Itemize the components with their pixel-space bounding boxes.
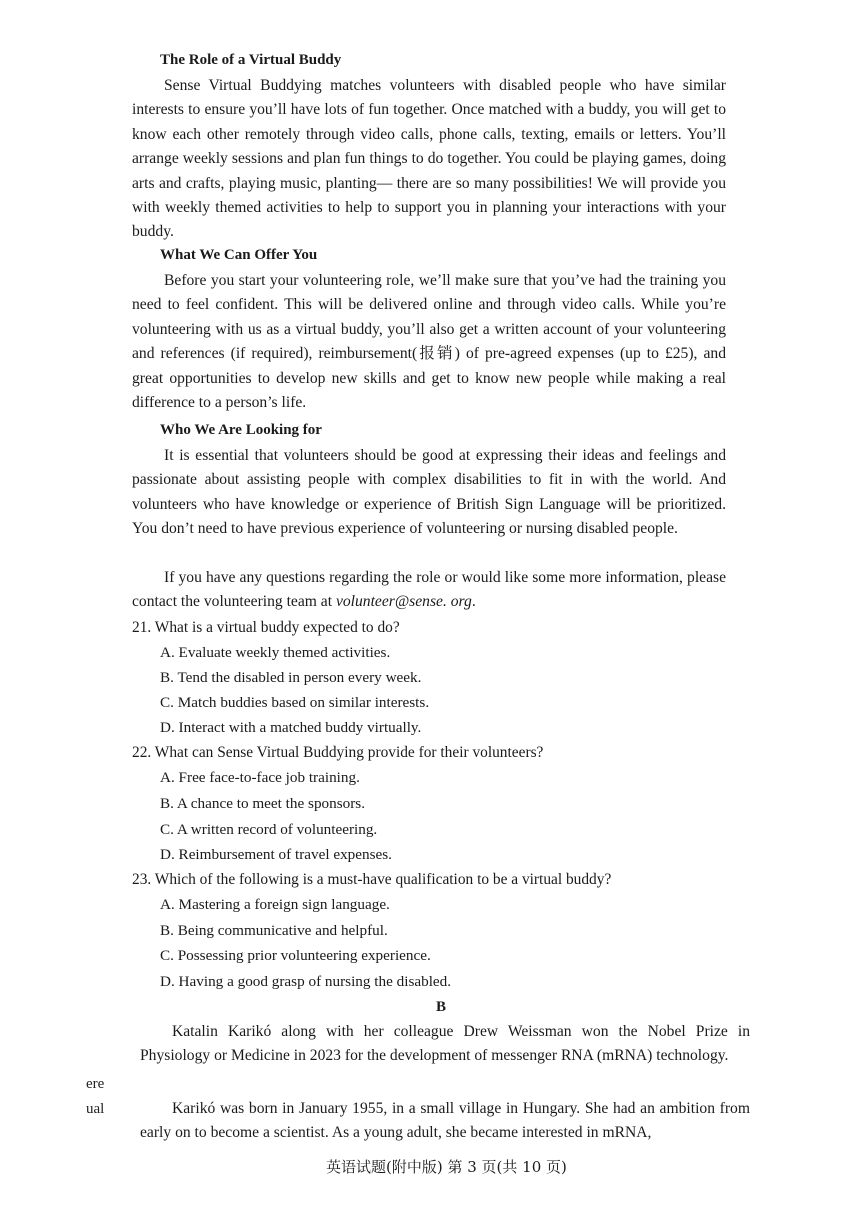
paragraph-offer-text: Before you start your volunteering role, we’ll make sure that you’ve had the training you need to feel confident. This will be delivered online and through video calls. While you’re volunteering with us as a virtual buddy, you’ll also get a written account of your volunteering and references (if required), reimbursement(报销) of pre-agreed expenses (up to £25), and great opportunities to develop new skills and get to know new people while making a real difference to a person’s life. [132, 272, 726, 412]
question-23-option-b: B. Being communicative and helpful. [160, 922, 388, 939]
heading-role-of-virtual-buddy: The Role of a Virtual Buddy [160, 52, 342, 68]
paragraph-nobel [140, 1020, 750, 1069]
question-21-stem: 21. What is a virtual buddy expected to do? [132, 619, 400, 636]
question-21-option-b: B. Tend the disabled in person every week. [160, 669, 422, 686]
paragraph-role [132, 74, 726, 245]
paragraph-role-text: Sense Virtual Buddying matches volunteers with disabled people who have similar interests to ensure you’ll have lots of fun together. Once matched with a buddy, you will get to know each other remotely through video calls, phone calls, texting, emails or letters. You’ll arrange weekly sessions and plan fun things to do together. You could be playing games, doing arts and crafts, playing music, planting— there are so many possibilities! We will provide you with weekly themed activities to help to support you in planning your interactions with your buddy. [132, 77, 726, 241]
question-23-option-d: D. Having a good grasp of nursing the disabled. [160, 973, 452, 990]
paragraph-looking-for-text: It is essential that volunteers should be good at expressing their ideas and feelings and passionate about assisting people with complex disabilities to fit in with the world. And volunteers who have knowledge or experience of British Sign Language will be prioritized. You don’t need to have previous experience of volunteering or nursing disabled people. [132, 447, 726, 538]
paragraph-born-text: Karikó was born in January 1955, in a small village in Hungary. She had an ambition from early on to become a scientist. As a young adult, she became interested in mRNA, [140, 1100, 750, 1142]
question-23-stem: 23. Which of the following is a must-have qualification to be a virtual buddy? [132, 871, 612, 888]
contact-email-link[interactable]: volunteer@sense. org [335, 593, 472, 611]
question-21-option-d: D. Interact with a matched buddy virtually. [160, 719, 422, 736]
question-23-option-a: A. Mastering a foreign sign language. [160, 896, 390, 913]
paragraph-contact [132, 566, 726, 615]
paragraph-offer [132, 269, 726, 415]
question-21-option-c: C. Match buddies based on similar interests. [160, 694, 430, 711]
question-21-option-a: A. Evaluate weekly themed activities. [160, 644, 391, 661]
question-22-stem: 22. What can Sense Virtual Buddying provide for their volunteers? [132, 744, 544, 761]
question-23-option-c: C. Possessing prior volunteering experience. [160, 947, 431, 964]
question-22-option-d: D. Reimbursement of travel expenses. [160, 846, 392, 863]
question-22-option-b: B. A chance to meet the sponsors. [160, 795, 365, 812]
heading-who-we-look-for: Who We Are Looking for [160, 422, 322, 438]
paragraph-contact-prefix: If you have any questions regarding the role or would like some more information, please contact the volunteering team at [132, 569, 726, 611]
question-22-option-c: C. A written record of volunteering. [160, 821, 378, 838]
page-footer: 英语试题(附中版) 第 3 页(共 10 页) [326, 1158, 567, 1176]
margin-fragment-1: ere [86, 1076, 105, 1092]
paragraph-contact-suffix: . [471, 593, 476, 611]
paragraph-looking-for [132, 444, 726, 542]
paragraph-born [140, 1097, 750, 1146]
section-b-letter: B [436, 999, 447, 1015]
paragraph-nobel-text: Katalin Karikó along with her colleague Drew Weissman won the Nobel Prize in Physiology or Medicine in 2023 for the development of messenger RNA (mRNA) technology. [140, 1023, 750, 1065]
question-22-option-a: A. Free face-to-face job training. [160, 769, 360, 786]
margin-fragment-2: ual [86, 1101, 105, 1117]
heading-what-we-offer: What We Can Offer You [160, 247, 318, 263]
